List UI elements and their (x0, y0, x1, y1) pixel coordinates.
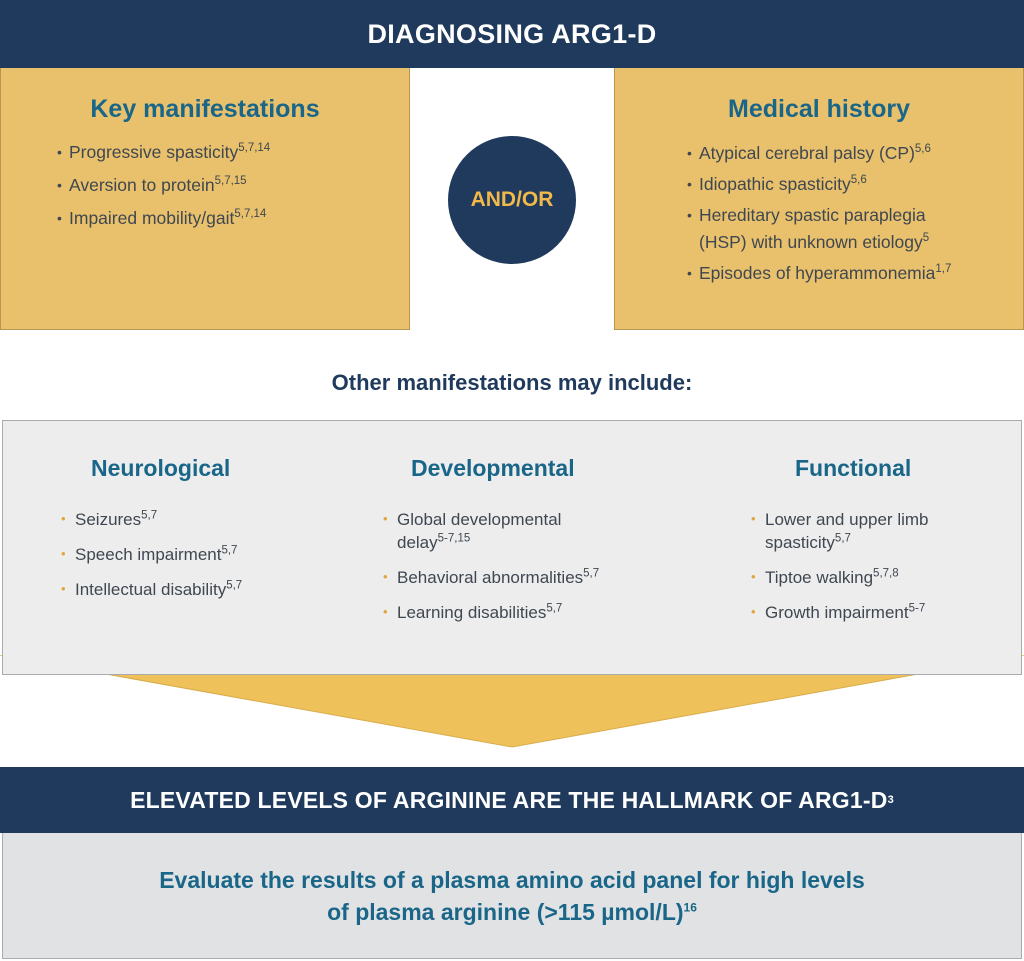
reference: 5,7,15 (214, 175, 247, 188)
neurological-list (61, 508, 341, 601)
list-item: • Learning disabilities$^{5,7}$ (383, 601, 673, 624)
reference: 5,7 (226, 579, 243, 592)
functional-column (751, 455, 1021, 636)
list-item: • Hereditary spastic paraplegia (HSP) with unknown etiology$^5$ (687, 202, 1023, 256)
other-manifestations-panel (2, 420, 1022, 675)
hallmark-text: ELEVATED LEVELS OF ARGININE ARE THE HALLMARK OF ARG1-D (130, 786, 888, 813)
medical-history-list (615, 140, 1023, 287)
reference: 1,7 (935, 263, 952, 276)
reference: 16 (683, 899, 697, 914)
evaluate-line-2: of plasma arginine (>115 µmol/L)$^{16}$ (327, 898, 697, 925)
reference: 5,7 (221, 544, 238, 557)
medical-history-heading: Medical history (728, 95, 910, 123)
reference: 5,7 (834, 532, 851, 545)
reference: 5,7,8 (873, 567, 899, 580)
list-item: • Impaired mobility/gait$^{5,7,14}$ (57, 206, 409, 231)
reference: 5,7 (546, 602, 563, 615)
list-item: • Behavioral abnormalities$^{5,7}$ (383, 566, 673, 589)
reference: 5,6 (914, 143, 931, 156)
list-item: • Lower and upper limb spasticity$^{5,7}$ (751, 508, 1021, 554)
evaluate-line-1: Evaluate the results of a plasma amino acid panel for high levels (159, 866, 865, 893)
functional-list (751, 508, 1021, 624)
evaluate-box (2, 833, 1022, 959)
other-manifestations-heading: Other manifestations may include: (331, 370, 693, 395)
reference: 5,7 (583, 567, 600, 580)
list-item: • Aversion to protein$^{5,7,15}$ (57, 173, 409, 198)
and-or-connector: AND/OR (448, 136, 576, 264)
reference: 5-7 (908, 602, 926, 615)
key-manifestations-list (1, 140, 409, 231)
list-item: • Global developmental delay$^{5-7,15}$ (383, 508, 673, 554)
list-item: • Growth impairment$^{5-7}$ (751, 601, 1021, 624)
developmental-heading: Developmental (411, 455, 575, 481)
key-manifestations-box (0, 68, 410, 330)
reference: 5,6 (850, 174, 867, 187)
list-item: • Seizures$^{5,7}$ (61, 508, 341, 531)
list-item: • Tiptoe walking$^{5,7,8}$ (751, 566, 1021, 589)
page-title: DIAGNOSING ARG1-D (0, 0, 1024, 68)
key-manifestations-heading: Key manifestations (90, 95, 320, 123)
list-item: • Episodes of hyperammonemia$^{1,7}$ (687, 260, 1023, 287)
reference: 5 (922, 232, 930, 245)
reference: 5,7 (141, 509, 158, 522)
reference: 5,7,14 (238, 142, 271, 155)
list-item: • Intellectual disability$^{5,7}$ (61, 578, 341, 601)
neurological-column (61, 455, 341, 613)
medical-history-box (614, 68, 1024, 330)
list-item: • Speech impairment$^{5,7}$ (61, 543, 341, 566)
reference: 5-7,15 (437, 532, 471, 545)
developmental-list (383, 508, 673, 624)
functional-heading: Functional (795, 455, 912, 481)
list-item: • Idiopathic spasticity$^{5,6}$ (687, 171, 1023, 198)
reference: 5,7,14 (234, 208, 267, 221)
developmental-column (383, 455, 673, 636)
hallmark-banner: ELEVATED LEVELS OF ARGININE ARE THE HALLMARK OF ARG1-D 3 (0, 767, 1024, 833)
list-item: • Atypical cerebral palsy (CP)$^{5,6}$ (687, 140, 1023, 167)
list-item: • Progressive spasticity$^{5,7,14}$ (57, 140, 409, 165)
neurological-heading: Neurological (91, 455, 231, 481)
